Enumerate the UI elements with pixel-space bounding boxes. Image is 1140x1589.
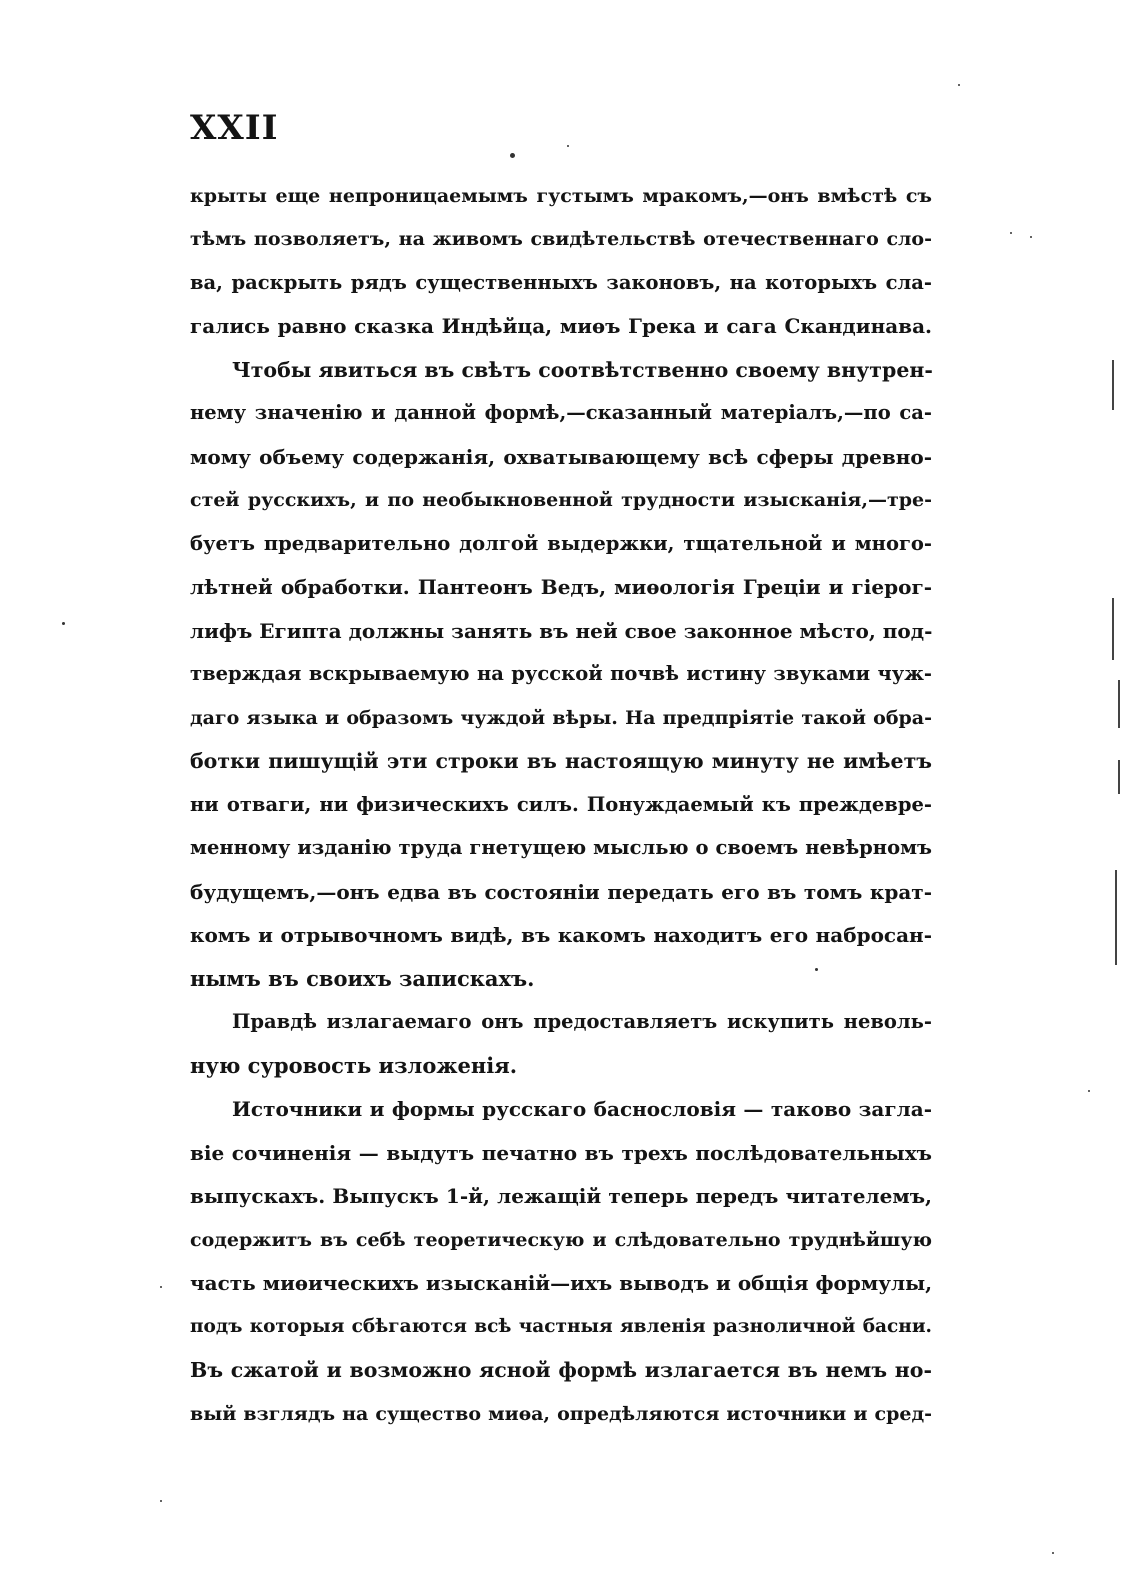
scan-speck bbox=[1030, 236, 1032, 238]
text-line: выпускахъ. Выпускъ 1-й, лежащій теперь передъ читателемъ, bbox=[190, 1184, 932, 1208]
text-line: содержитъ въ себѣ теоретическую и слѣдовательно труднѣйшую bbox=[190, 1229, 932, 1251]
page-number: XXII bbox=[190, 108, 279, 148]
scan-speck bbox=[1052, 1552, 1054, 1554]
scan-speck bbox=[1010, 232, 1012, 234]
text-line: віе сочиненія — выдутъ печатно въ трехъ послѣдовательныхъ bbox=[190, 1141, 932, 1165]
text-line: мому объему содержанія, охватывающему всѣ сферы древно- bbox=[190, 445, 932, 469]
scan-edge-mark bbox=[1115, 870, 1117, 965]
text-line: вый взглядъ на существо миѳа, опредѣляются источники и сред- bbox=[190, 1403, 932, 1425]
text-line: ботки пишущій эти строки въ настоящую минуту не имѣетъ bbox=[190, 749, 932, 773]
text-line: стей русскихъ, и по необыкновенной трудности изысканія,—тре- bbox=[190, 489, 932, 511]
scan-speck bbox=[160, 1500, 162, 1502]
text-line: лифъ Египта должны занять въ ней свое законное мѣсто, под- bbox=[190, 619, 933, 643]
scan-speck bbox=[815, 968, 818, 971]
text-line: ва, раскрыть рядъ существенныхъ законовъ, на которыхъ сла- bbox=[190, 271, 932, 294]
text-line: нымъ въ своихъ запискахъ. bbox=[190, 966, 535, 991]
text-line: подъ которыя сбѣгаются всѣ частныя явленія разноличной басни. bbox=[190, 1316, 932, 1337]
text-line: гались равно сказка Индѣйца, миѳъ Грека и сага Скандинава. bbox=[190, 314, 932, 338]
text-line: Чтобы явиться въ свѣтъ соотвѣтственно своему внутрен- bbox=[232, 358, 933, 382]
text-line: лѣтней обработки. Пантеонъ Ведъ, миѳологія Греціи и гіерог- bbox=[190, 575, 932, 599]
scan-speck bbox=[1088, 1090, 1090, 1092]
scan-speck bbox=[958, 84, 960, 86]
text-line: ную суровость изложенія. bbox=[190, 1053, 518, 1078]
text-line: буетъ предварительно долгой выдержки, тщательной и много- bbox=[190, 532, 932, 555]
text-line: даго языка и образомъ чуждой вѣры. На предпріятіе такой обра- bbox=[190, 707, 932, 729]
text-line: тѣмъ позволяетъ, на живомъ свидѣтельствѣ отечественнаго сло- bbox=[190, 228, 932, 250]
text-line: комъ и отрывочномъ видѣ, въ какомъ находитъ его набросан- bbox=[190, 923, 932, 947]
scan-edge-mark bbox=[1118, 760, 1120, 794]
text-line: Правдѣ излагаемаго онъ предоставляетъ искупить неволь- bbox=[232, 1010, 932, 1033]
scan-edge-mark bbox=[1112, 360, 1114, 410]
text-line: ни отваги, ни физическихъ силъ. Понуждаемый къ преждевре- bbox=[190, 793, 932, 816]
text-line: Въ сжатой и возможно ясной формѣ излагается въ немъ но- bbox=[190, 1358, 932, 1382]
scan-edge-mark bbox=[1118, 680, 1120, 728]
text-line: будущемъ,—онъ едва въ состояніи передать его въ томъ крат- bbox=[190, 880, 932, 904]
text-line: часть миѳическихъ изысканій—ихъ выводъ и общія формулы, bbox=[190, 1271, 933, 1295]
scan-speck bbox=[510, 153, 515, 158]
scan-edge-mark bbox=[1112, 598, 1114, 660]
scan-speck bbox=[62, 622, 65, 625]
text-line: нему значенію и данной формѣ,—сказанный матеріалъ,—по са- bbox=[190, 401, 932, 424]
scan-speck bbox=[567, 145, 569, 147]
text-line: крыты еще непроницаемымъ густымъ мракомъ,—онъ вмѣстѣ съ bbox=[190, 185, 932, 207]
text-line: Источники и формы русскаго баснословія — таково загла- bbox=[232, 1097, 932, 1121]
scan-speck bbox=[160, 1286, 162, 1288]
text-line: менному изданію труда гнетущею мыслью о своемъ невѣрномъ bbox=[190, 836, 932, 859]
text-line: тверждая вскрываемую на русской почвѣ истину звуками чуж- bbox=[190, 662, 932, 685]
